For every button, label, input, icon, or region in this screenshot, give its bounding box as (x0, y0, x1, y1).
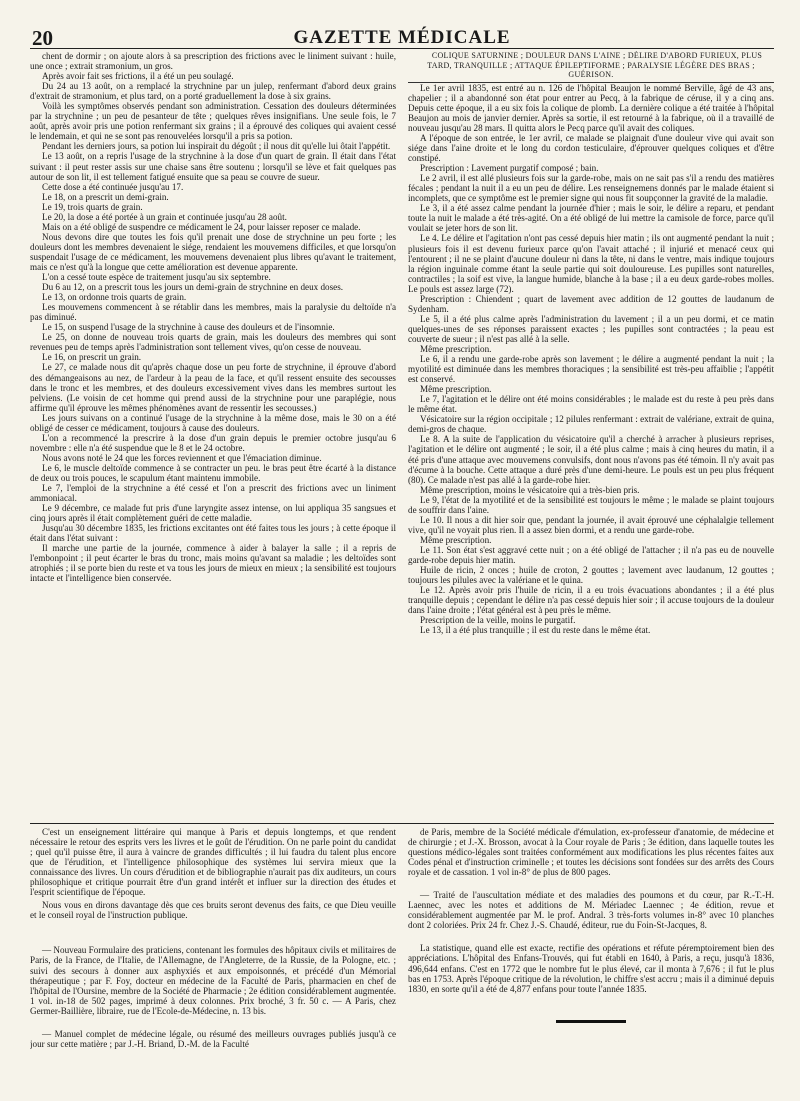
statistics-note: La statistique, quand elle est exacte, rectifie des opérations et réfute péremptoirement bien des appréciations. L'hôpital des Enfans-Trouvés, qui fut établi en 1640, à Paris, a reçu, jusqu'à 1836, 496,644 enfans. C'est en 1772 que le nombre fut le plus élevé, car il monta à 7,676 ; il fut le plus bas en 1753. Après l'époque critique de la révolution, le chiffre s'est accru ; mais il a diminué depuis 1830, en sorte qu'il a été de 4,877 enfans pour toute l'année 1835. (408, 943, 774, 994)
paragraph: Il marche une partie de la journée, commence à aider à balayer la salle ; il a repris de l'embonpoint ; il peut écarter le bras du tronc, mais moins qu'avant sa maladie ; les deltoïdes sont atrophiés ; il se porte bien du reste et va tous les jours de mieux en mieux ; la sensibilité est toujours intacte et l'intelligence bien conservée. (30, 543, 396, 584)
literary-note-end: Nous vous en dirons davantage dès que ces bruits seront devenus des faits, ce que Dieu veuille et le conseil royal de l'instruction publique. (30, 900, 396, 921)
paragraph: Les mouvemens commencent à se rétablir dans les membres, mais la paralysie du deltoïde n'a pas diminué. (30, 302, 396, 323)
paragraph: Nous devons dire que toutes les fois qu'il prenait une dose de strychnine un peu forte ; les douleurs dont les membres devenaient le siége, rendaient les mouvemens difficiles, et que lorsqu'on suspendait l'usage de ce médicament, les mouvemens devenaient plus libres qu'avant le traitement, mais ce n'est qu'à la longue que cette amélioration est devenue apparente. (30, 231, 396, 272)
paragraph: Prescription : Lavement purgatif composé ; bain. (420, 163, 599, 174)
lower-section (30, 824, 774, 1101)
paragraph: Le 25, on donne de nouveau trois quarts de grain, mais les douleurs des membres qui sont revenues peu de temps après l'administration sont tellement vives, qu'on cesse de nouveau. (30, 332, 396, 353)
paragraph: Le 6, il a rendu une garde-robe après son lavement ; le délire a augmenté pendant la nuit ; la myotilité est diminuée dans les membres thoraciques ; la sensibilité est très-peu affaiblie ; l'appétit est conservé. (408, 354, 774, 385)
page-header (30, 26, 774, 49)
paragraph: Le 7, l'agitation et le délire ont été moins considérables ; le malade est du reste à peu près dans le même état. (408, 394, 774, 415)
paragraph: Cette dose a été continuée jusqu'au 17. (42, 181, 184, 192)
case-heading: COLIQUE SATURNINE ; DOULEUR DANS L'AINE ; DÉLIRE D'ABORD FURIEUX, PLUS TARD, TRANQUILLE ; ATTAQUE ÉPILEPTIFORME ; PARALYSIE LÉGÈRE DES BRAS ; GUÉRISON. (408, 51, 774, 83)
left-column (30, 51, 396, 819)
paragraph: Huile de ricin, 2 onces ; huile de croton, 2 gouttes ; lavement avec laudanum, 12 gouttes ; toujours les pilules avec la valériane et le quina. (408, 565, 774, 586)
journal-title: GAZETTE MÉDICALE (293, 27, 511, 48)
spacer (408, 880, 774, 890)
paragraph: Le 8. A la suite de l'application du vésicatoire qu'il a cherché à arracher à plusieurs reprises, l'agitation et le délire ont augmenté ; le soir, il a été plus calme ; mais à cinq heures du matin, il a été pris d'une attaque avec mouvemens convulsifs, dont nous n'avons pas été témoin. Il n'y avait pas d'écume à la bouche. Cette attaque a duré près d'une demi-heure. Le pouls est un peu plus fréquent (80). Ce malade n'est pas allé à la garde-robe hier. (408, 434, 774, 485)
paragraph: Le 4. Le délire et l'agitation n'ont pas cessé depuis hier matin ; ils ont augmenté pendant la nuit ; plusieurs fois il est devenu furieux parce qu'on l'avait attaché ; il injurié et menacé ceux qui l'entourent ; il ne se plaint d'aucune douleur ni dans la tête, ni dans le ventre, mais indique toujours la région inguinale comme étant la seule partie qui soit douloureuse. Les pupilles sont naturelles, contractiles ; la soif est vive, la langue humide, blanche à la base ; il a eu deux garde-robes molles. Le pouls est assez large (72). (408, 233, 774, 294)
paragraph: Même prescription. (420, 534, 492, 545)
paragraph: Du 6 au 12, on a prescrit tous les jours un demi-grain de strychnine en deux doses. (42, 282, 344, 293)
literary-note: C'est un enseignement littéraire qui manque à Paris et depuis longtemps, et que rendent nécessaire le retour des esprits vers les livres et le goût de l'érudition. On ne parle point du candidat ; quel qu'il puisse être, il aura à vaincre de grandes difficultés ; il lui faudra du talent plus encore que de l'érudition, et l'intelligence philosophique des systèmes lui servira mieux que la connaissance des livres. Un cours d'érudition et de bibliographie n'aurait pas dix auditeurs, un cours philosophique et critique pourrait être d'un grand intérêt et influer sur la direction des études et l'esprit scientifique de l'époque. (30, 827, 396, 898)
lower-left-column (30, 827, 396, 1101)
paragraph: Le 7, l'emploi de la strychnine a été cessé et l'on a prescrit des frictions avec un liniment ammoniacal. (30, 483, 396, 504)
paragraph: Le 6, le muscle deltoïde commence à se contracter un peu. le bras peut être écarté à la distance de deux ou trois pouces, le scapulum étant maintenu immobile. (30, 462, 396, 483)
paragraph: Le 18, on a prescrit un demi-grain. (42, 191, 169, 202)
paragraph: Le 5, il a été plus calme après l'administration du lavement ; il a un peu dormi, et ce matin quelques-unes de ses réponses paraissent exactes ; les pupilles sont contractées ; la peau est couverte de sueur ; il n'est pas allé à la selle. (408, 313, 774, 344)
paragraph: Voilà les symptômes observés pendant son administration. Cessation des douleurs déterminées par la strychnine ; un peu de pesanteur de tête ; quelques rêves insignifians. Une seule fois, le 7 août, après avoir pris une potion renfermant six grains ; il a éprouvé des coliques qui avaient cessé le lendemain, et qui ne se sont pas renouvelées lorsqu'il a pris sa potion. (30, 101, 396, 142)
paragraph: Même prescription. (420, 384, 492, 395)
paragraph: Le 1er avril 1835, est entré au n. 126 de l'hôpital Beaujon le nommé Berville, âgé de 43 ans, chapelier ; il a abandonné son état pour entrer au Pecq, à la fabrique de céruse, il y a cinq ans. Depuis cette époque, il a eu six fois la colique de plomb. La dernière colique a été traitée à l'hôpital Beaujon au mois de janvier dernier. Après sa sortie, il est retourné à la fabrique, où il a travaillé de nouveau jusqu'au 28 mars. Il quitta alors le Pecq parce qu'il avait des coliques. (408, 82, 774, 133)
spacer (408, 933, 774, 943)
book-notice: — Manuel complet de médecine légale, ou résumé des meilleurs ouvrages publiés jusqu'à ce jour sur cette matière ; par J.-H. Briand, D.-M. de la Faculté (30, 1028, 396, 1049)
spacer (30, 923, 396, 945)
paragraph: Même prescription, moins le vésicatoire qui a très-bien pris. (420, 484, 640, 495)
paragraph: Le 12. Après avoir pris l'huile de ricin, il a eu trois évacuations abondantes ; il a été plus tranquille depuis ; cependant le délire n'a pas cessé depuis hier soir ; il accuse toujours de la douleur dans l'aine droite ; l'état général est à peu près le même. (408, 585, 774, 616)
paragraph: A l'époque de son entrée, le 1er avril, ce malade se plaignait d'une douleur vive qui avait son siége dans l'aine droite et le long du cordon testiculaire, d'éprouver quelques coliques et d'être constipé. (408, 133, 774, 164)
paragraph: Le 13, on ordonne trois quarts de grain. (42, 292, 187, 303)
paragraph: Nous avons noté le 24 que les forces reviennent et que l'émaciation diminue. (42, 452, 322, 463)
paragraph: Le 20, la dose a été portée à un grain et continuée jusqu'au 28 août. (42, 211, 287, 222)
paragraph: Le 16, on prescrit un grain. (42, 352, 142, 363)
main-columns (30, 51, 774, 819)
lower-right-column (408, 827, 774, 1101)
paragraph: Pendant les derniers jours, sa potion lui inspirait du dégoût ; il nous dit qu'elle lui ôtait l'appétit. (42, 141, 391, 152)
paragraph: Le 11. Son état s'est aggravé cette nuit ; on a été obligé de l'attacher ; il n'a pas eu de nouvelle garde-robe depuis hier matin. (408, 544, 774, 565)
right-column-body (408, 83, 774, 636)
paragraph: Même prescription. (420, 344, 492, 354)
paragraph: Le 13 août, on a repris l'usage de la strychnine à la dose d'un quart de grain. Il était dans l'état suivant : il peut rester assis sur une chaise sans être soutenu ; lorsqu'il se lève et fait quelques pas autour de son lit, il est tellement fatigué ensuite que sa peau se couvre de sueur. (30, 151, 396, 182)
spacer (30, 1019, 396, 1029)
book-notice: — Traité de l'auscultation médiate et des maladies des poumons et du cœur, par R.-T.-H. Laennec, avec les notes et additions de M. Mériadec Laennec ; 4e édition, revue et considérablement augmentée par M. le prof. Andral. 3 très-forts volumes in-8° avec 10 planches dont 2 coloriées. Prix 24 fr. Chez J.-S. Chaudé, éditeur, rue du Foin-St-Jacques, 8. (408, 890, 774, 931)
paragraph: Le 19, trois quarts de grain. (42, 201, 143, 212)
paragraph: Le 9 décembre, ce malade fut pris d'une laryngite assez intense, on lui appliqua 35 sangsues et cinq jours après il était complètement guéri de cette maladie. (30, 503, 396, 524)
paragraph: Du 24 au 13 août, on a remplacé la strychnine par un julep, renfermant d'abord deux grains d'extrait de stramonium, et plus tard, on a porté graduellement la dose à six grains. (30, 81, 396, 102)
paragraph: Le 9, l'état de la myotilité et de la sensibilité est toujours le même ; le malade se plaint toujours de souffrir dans l'aine. (408, 494, 774, 515)
paragraph: L'on a recommencé la prescrire à la dose d'un grain depuis le premier octobre jusqu'au 6 novembre : elle n'a été suspendue que le 8 et le 24 octobre. (30, 432, 396, 453)
book-notice-cont: de Paris, membre de la Société médicale d'émulation, ex-professeur d'anatomie, de médecine et de chirurgie ; et J.-X. Brosson, avocat à la Cour royale de Paris ; 3e édition, dans laquelle toutes les questions médico-légales sont traitées conformément aux modifications les plus récentes faites aux Codes pénal et d'instruction criminelle ; et toutes les décisions sont fondées sur des arrêts des Cours royale et de cassation. 1 vol in-8° de plus de 800 pages. (408, 827, 774, 878)
paragraph: Les jours suivans on a continué l'usage de la strychnine à la même dose, mais le 30 on a été obligé de cesser ce médicament, toujours à cause des douleurs. (30, 412, 396, 433)
right-column (408, 51, 774, 819)
paragraph: Le 2 avril, il est allé plusieurs fois sur la garde-robe, mais on ne sait pas s'il a rendu des matières fécales ; pendant la nuit il a eu un peu de délire. Les renseignemens donnés par le malade étaient si incomplets, que ce symptôme est le premier signe qui nous fit soupçonner la gravité de la maladie. (408, 173, 774, 204)
end-rule (556, 1020, 626, 1023)
paragraph: Le 27, ce malade nous dit qu'après chaque dose un peu forte de strychnine, il éprouve d'abord des démangeaisons au nez, de l'ardeur à la peau de la face, et qu'il ressent ensuite des secousses dans le tronc et les membres, et des douleurs excessivement vives dans les membres surtout les pelviens. (Le voisin de cet homme qui prend aussi de la strychnine pour une paraplégie, nous affirme qu'il éprouve les mêmes phénomènes avant de ressentir les secousses.) (30, 362, 396, 413)
paragraph: chent de dormir ; on ajoute alors à sa prescription des frictions avec le liniment suivant : huile, une once ; extrait stramonium, un gros. (30, 51, 396, 72)
paragraph: Mais on a été obligé de suspendre ce médicament le 24, pour laisser reposer ce malade. (42, 221, 361, 232)
paragraph: Le 13, il a été plus tranquille ; il est du reste dans le même état. (420, 625, 651, 636)
paragraph: Vésicatoire sur la région occipitale ; 12 pilules renfermant : extrait de valériane, extrait de quina, demi-gros de chaque. (408, 414, 774, 435)
paragraph: L'on a cessé toute espèce de traitement jusqu'au six septembre. (42, 272, 271, 283)
paragraph: Jusqu'au 30 décembre 1835, les frictions excitantes ont été faites tous les jours ; à cette époque il était dans l'état suivant : (30, 523, 396, 544)
paragraph: Le 15, on suspend l'usage de la strychnine à cause des douleurs et de l'insomnie. (42, 322, 335, 333)
paragraph: Le 10. Il nous a dit hier soir que, pendant la journée, il avait éprouvé une céphalalgie tellement vive, qu'il ne voyait plus rien. Il a assez bien dormi, et a rendu une garde-robe. (408, 514, 774, 535)
paragraph: Prescription : Chiendent ; quart de lavement avec addition de 12 gouttes de laudanum de Sydenham. (408, 293, 774, 314)
book-notice: — Nouveau Formulaire des praticiens, contenant les formules des hôpitaux civils et militaires de Paris, de la France, de l'Italie, de l'Allemagne, de l'Angleterre, de la Russie, de la Pologne, etc. ; suivi des secours à donner aux asphyxiés et aux empoisonnés, et précédé d'un Mémorial thérapeutique ; par F. Foy, docteur en médecine de la Faculté de Paris, pharmacien en chef de l'hôpital de l'Oursine, membre de la Société de Pharmacie ; 2e édition considérablement augmentée. 1 vol. in-18 de 502 pages, imprimé à deux colonnes. Prix broché, 3 fr. 50 c. — A Paris, chez Germer-Baillière, libraire, rue de l'Ecole-de-Médecine, n. 13 bis. (30, 945, 396, 1016)
page-number: 20 (32, 26, 53, 50)
paragraph: Le 3, il a été assez calme pendant la journée d'hier ; mais le soir, le délire a reparu, et pendant toute la nuit le malade a été très-agité. On a été obligé de lui mettre la camisole de force, parce qu'il voulait se jeter hors de son lit. (408, 203, 774, 234)
paragraph: Après avoir fait ses frictions, il a été un peu soulagé. (42, 71, 234, 82)
paragraph: Prescription de la veille, moins le purgatif. (420, 615, 576, 626)
